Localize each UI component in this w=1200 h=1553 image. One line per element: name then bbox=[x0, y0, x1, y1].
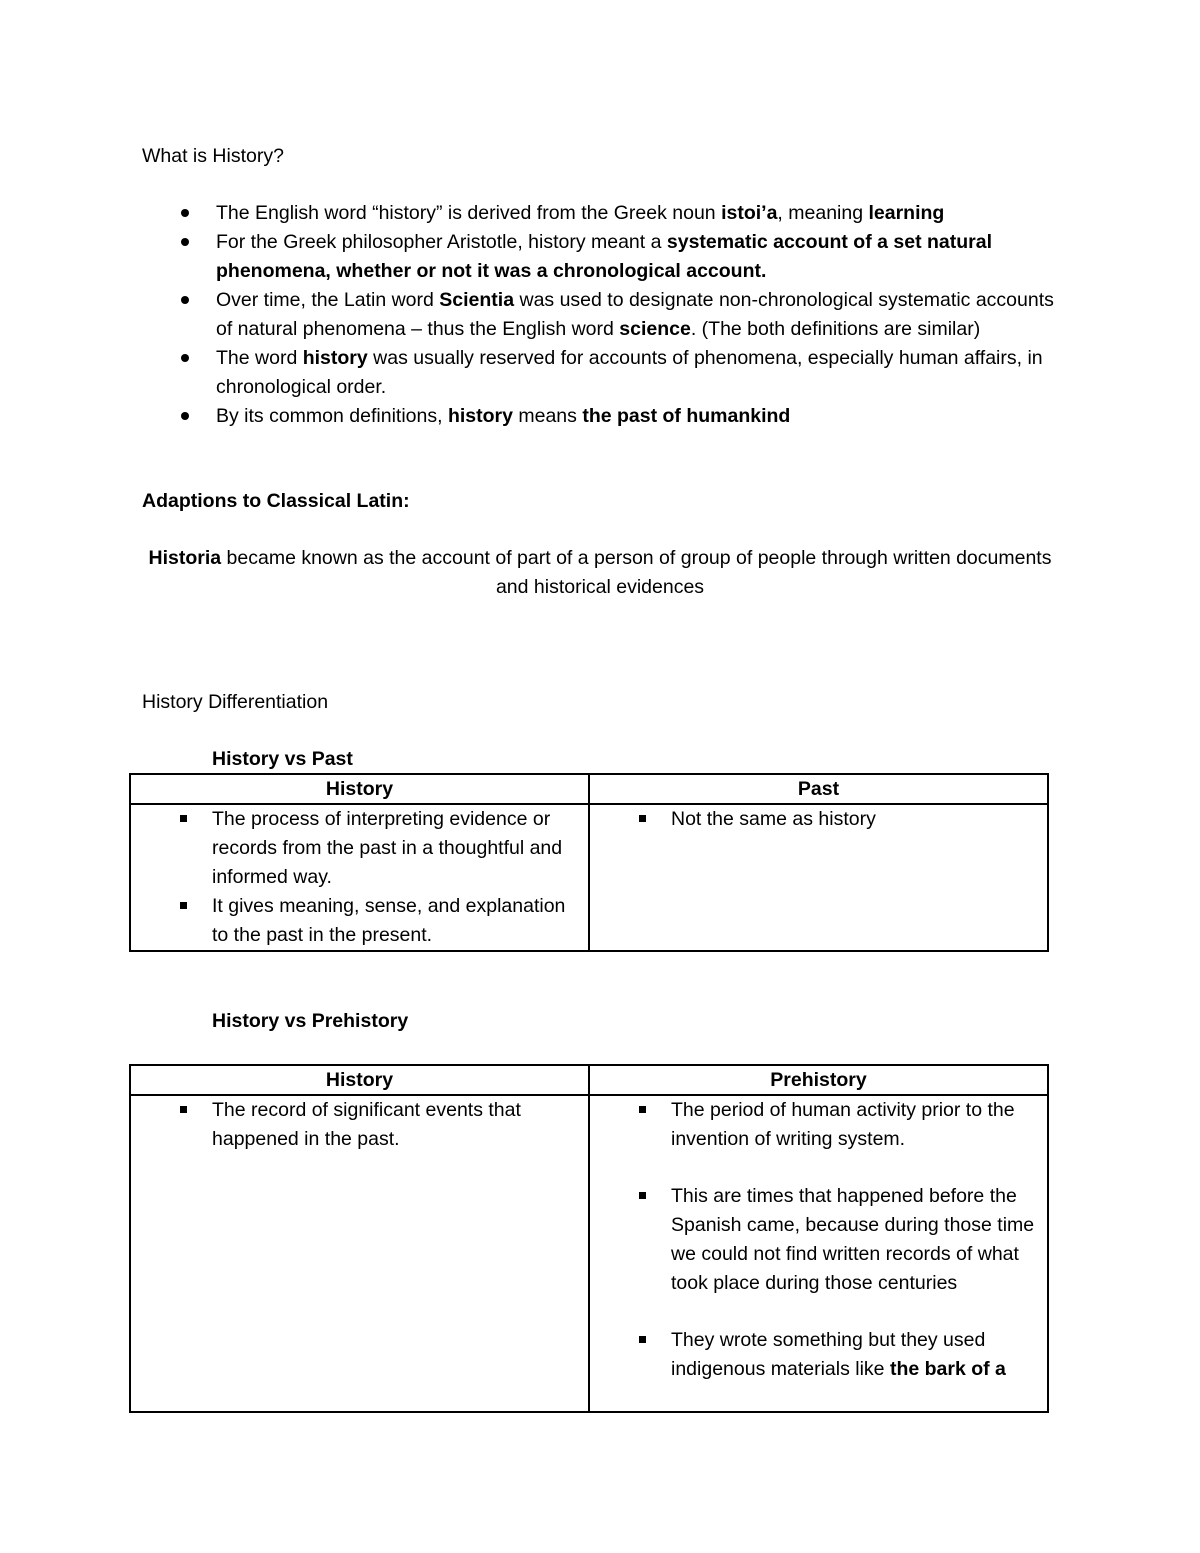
past-cell bbox=[589, 804, 1048, 951]
bullet-icon bbox=[181, 209, 189, 217]
prehistory-cell bbox=[589, 1095, 1048, 1412]
body-text: . (The both definitions are similar) bbox=[690, 318, 981, 340]
historia-term: Historia bbox=[148, 547, 222, 569]
bullet-icon bbox=[181, 238, 189, 246]
emphasis-text: learning bbox=[868, 202, 945, 224]
body-text: was used to designate non-chronological systematic accounts of natural phenomena – thus the English word bbox=[216, 289, 1054, 340]
square-bullet-icon bbox=[180, 902, 187, 909]
definition-list bbox=[142, 199, 1072, 431]
column-header-history: History bbox=[130, 1065, 589, 1095]
list-item bbox=[142, 286, 1072, 344]
adaptions-heading: Adaptions to Classical Latin: bbox=[142, 490, 410, 512]
table-header-row bbox=[130, 1065, 1048, 1095]
square-bullet-icon bbox=[639, 1336, 646, 1343]
body-text: means bbox=[512, 405, 583, 427]
bullet-icon bbox=[181, 412, 189, 420]
table-row bbox=[130, 804, 1048, 951]
history-cell bbox=[130, 1095, 589, 1412]
square-bullet-icon bbox=[639, 815, 646, 822]
square-bullet-icon bbox=[180, 1106, 187, 1113]
column-header-past: Past bbox=[589, 774, 1048, 804]
list-item bbox=[142, 199, 1072, 228]
history-cell bbox=[130, 804, 589, 951]
body-text: The English word “history” is derived from the Greek noun bbox=[216, 202, 722, 224]
column-header-history: History bbox=[130, 774, 589, 804]
emphasis-text: istoi’a bbox=[721, 202, 778, 224]
page-title: What is History? bbox=[142, 145, 284, 167]
history-vs-past-table bbox=[129, 773, 1049, 952]
historia-text: became known as the account of part of a person of group of people through written documents and historical evidences bbox=[221, 547, 1052, 598]
list-item: The process of interpreting evidence or records from the past in a thoughtful and informed way. bbox=[131, 805, 588, 892]
list-item: Not the same as history bbox=[590, 805, 1047, 834]
list-item bbox=[142, 228, 1072, 286]
list-item: The period of human activity prior to the invention of writing system. bbox=[590, 1096, 1047, 1154]
historia-definition bbox=[142, 544, 1058, 602]
history-vs-past-title: History vs Past bbox=[212, 748, 353, 770]
emphasis-text: the past of humankind bbox=[582, 405, 791, 427]
bullet-icon bbox=[181, 296, 189, 304]
body-text: , meaning bbox=[777, 202, 869, 224]
body-text: By its common definitions, bbox=[216, 405, 448, 427]
list-item: The record of significant events that happened in the past. bbox=[131, 1096, 588, 1154]
list-item bbox=[142, 344, 1072, 402]
emphasis-text: systematic account of a set natural phenomena, whether or not it was a chronological account. bbox=[216, 231, 993, 282]
emphasis-text: history bbox=[302, 347, 368, 369]
table-header-row bbox=[130, 774, 1048, 804]
history-vs-prehistory-table bbox=[129, 1064, 1049, 1413]
bullet-icon bbox=[181, 354, 189, 362]
square-bullet-icon bbox=[180, 815, 187, 822]
square-bullet-icon bbox=[639, 1106, 646, 1113]
table-row bbox=[130, 1095, 1048, 1412]
square-bullet-icon bbox=[639, 1192, 646, 1199]
emphasis-text: science bbox=[619, 318, 691, 340]
differentiation-heading: History Differentiation bbox=[142, 691, 329, 713]
list-item: This are times that happened before the Spanish came, because during those time we could not find written records of what took place during those centuries bbox=[590, 1182, 1047, 1298]
body-text: was usually reserved for accounts of phenomena, especially human affairs, in chronological order. bbox=[216, 347, 1043, 398]
list-item bbox=[142, 402, 1072, 431]
list-item: They wrote something but they used indigenous materials like the bark of a bbox=[590, 1326, 1047, 1384]
emphasis-text: Scientia bbox=[439, 289, 515, 311]
body-text: The word bbox=[216, 347, 303, 369]
history-vs-prehistory-title: History vs Prehistory bbox=[212, 1010, 409, 1032]
body-text: Over time, the Latin word bbox=[216, 289, 440, 311]
body-text: For the Greek philosopher Aristotle, history meant a bbox=[216, 231, 667, 253]
emphasis-text: history bbox=[447, 405, 513, 427]
column-header-prehistory: Prehistory bbox=[589, 1065, 1048, 1095]
list-item: It gives meaning, sense, and explanation to the past in the present. bbox=[131, 892, 588, 950]
